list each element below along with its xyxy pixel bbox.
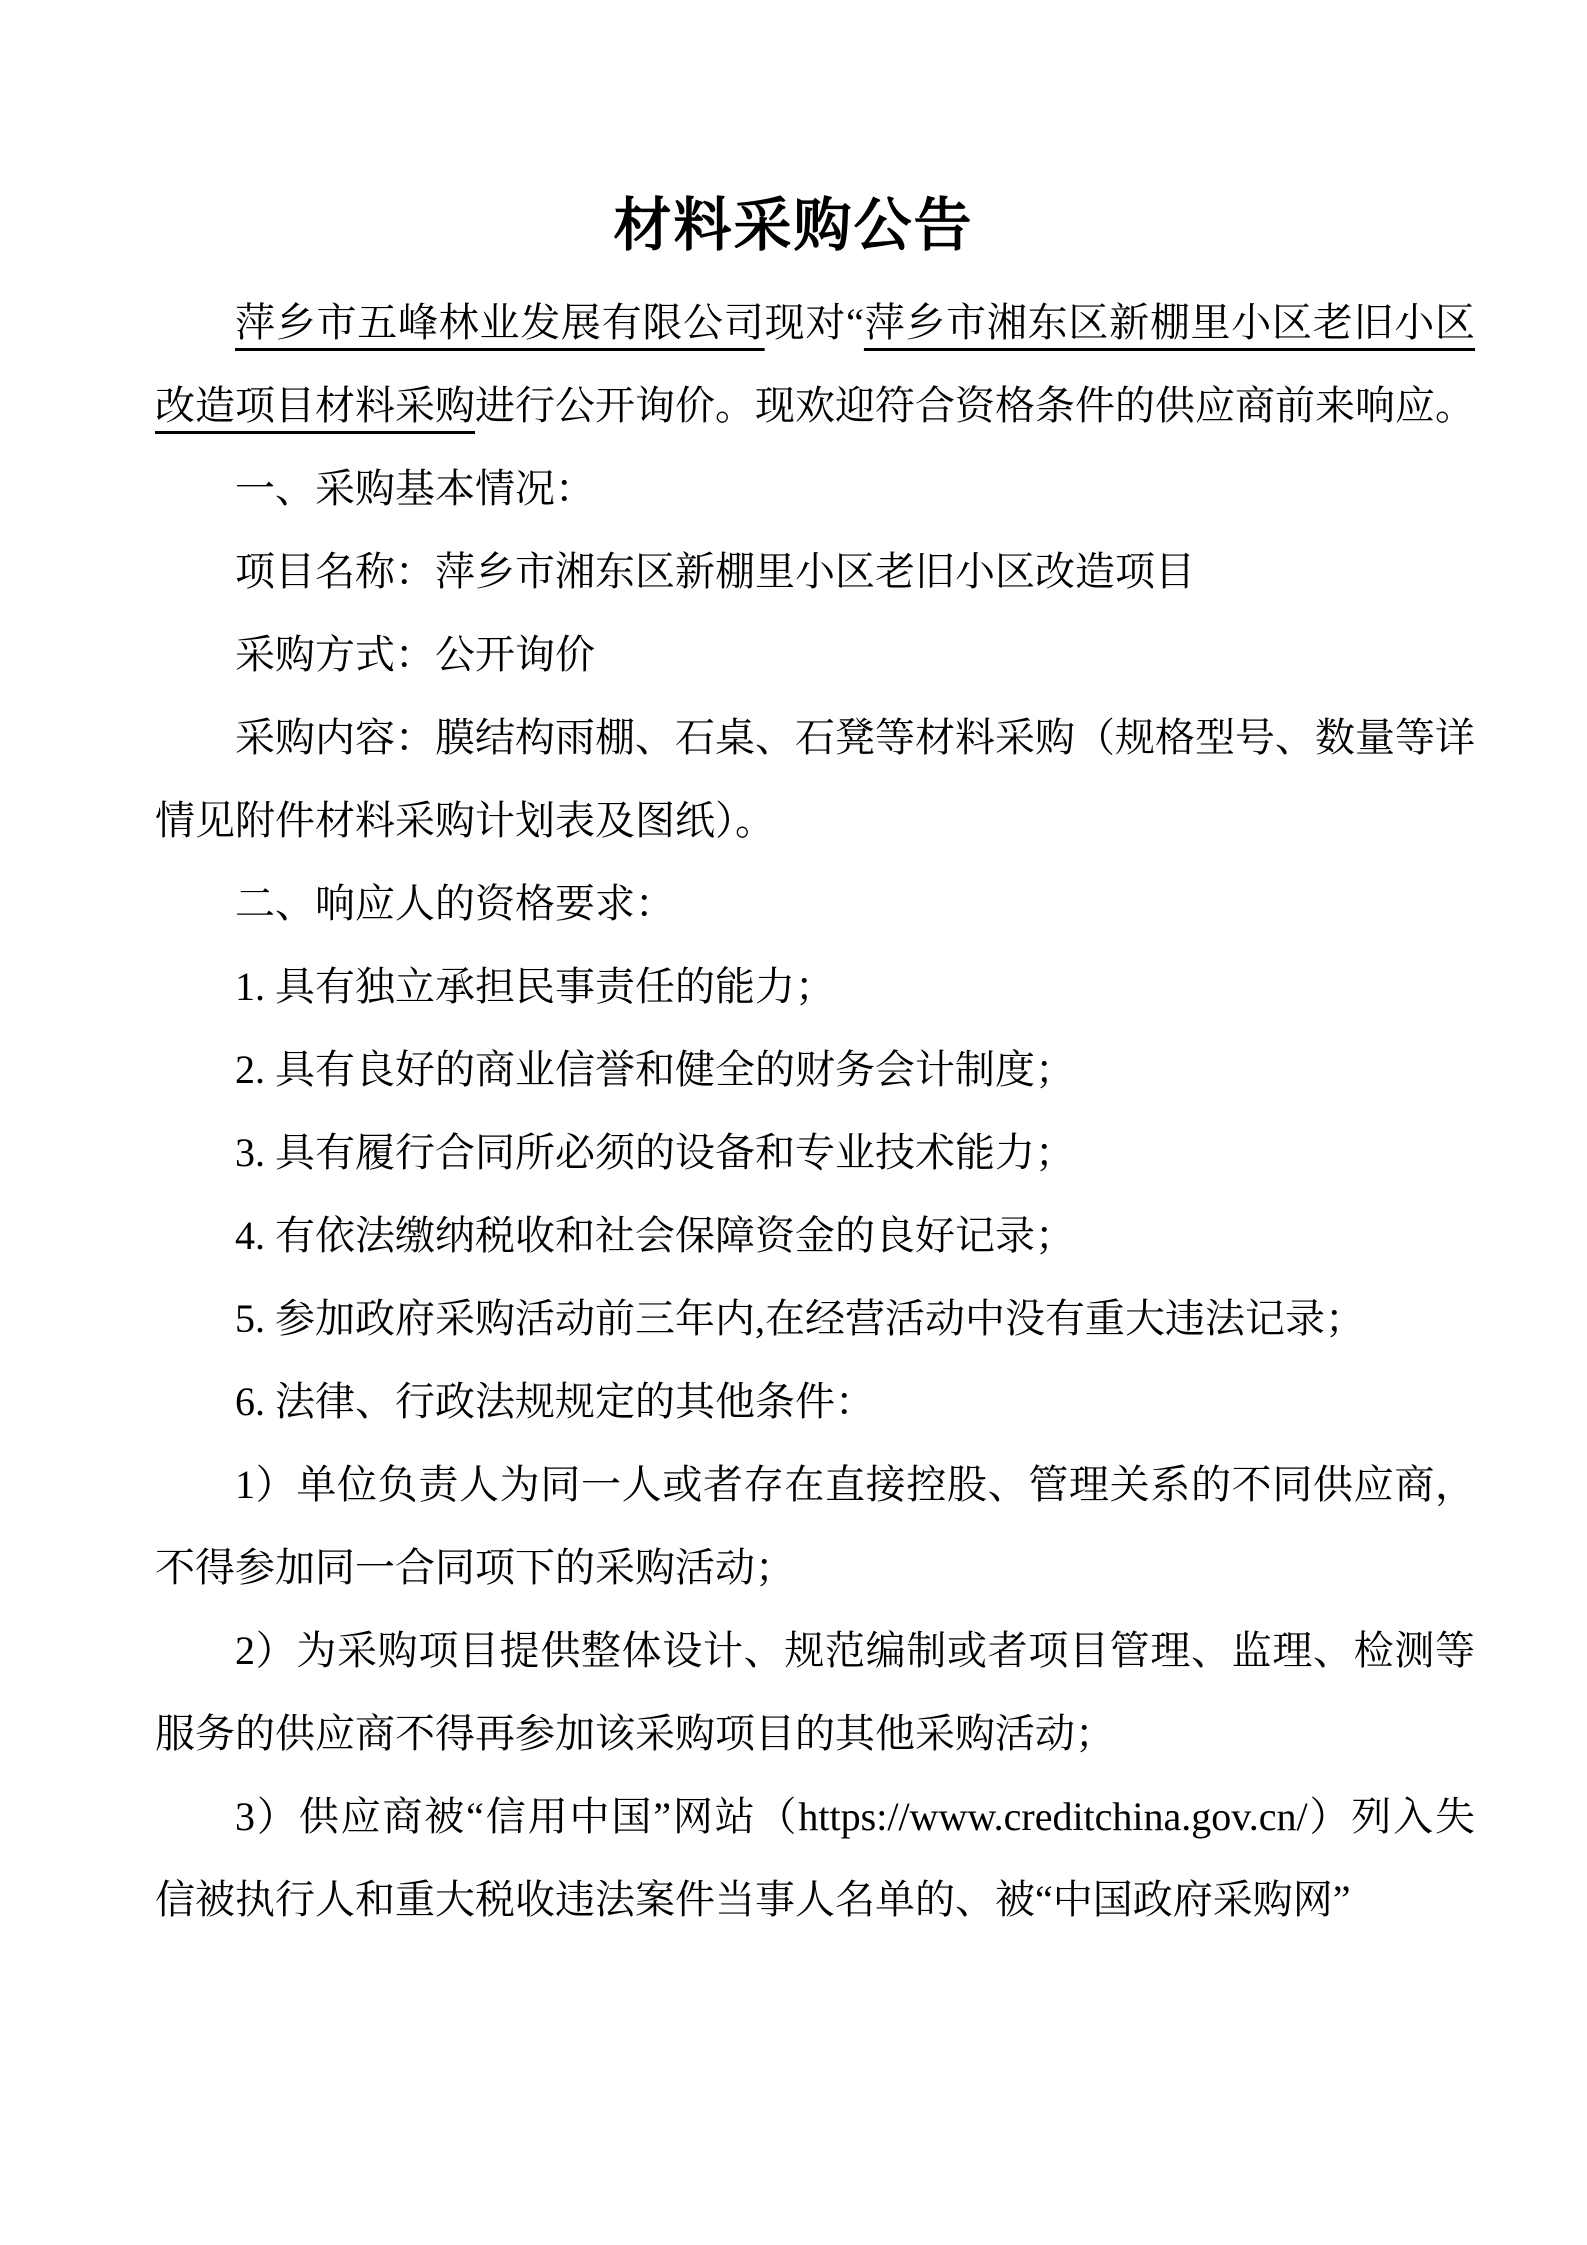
section2-heading: 二、响应人的资格要求：	[235, 881, 675, 926]
section2-requirement-1: 1. 具有独立承担民事责任的能力；	[235, 964, 835, 1009]
project-name-underlined: 萍乡市湘东区新棚里小区老旧小区改造项目材料采购	[155, 300, 1476, 428]
section1-item-procurement-content: 采购内容：膜结构雨棚、石桌、石凳等材料采购（规格型号、数量等详情见附件材料采购计划表及图纸）。	[155, 715, 1475, 843]
section1-heading: 一、采购基本情况：	[235, 466, 595, 511]
document-body	[155, 281, 1475, 1941]
section2-subitem-1: 1）单位负责人为同一人或者存在直接控股、管理关系的不同供应商，不得参加同一合同项下的采购活动；	[155, 1462, 1475, 1590]
document-title: 材料采购公告	[613, 193, 974, 258]
section2-subitem-2: 2）为采购项目提供整体设计、规范编制或者项目管理、监理、检测等服务的供应商不得再参加该采购项目的其他采购活动；	[155, 1628, 1475, 1756]
section1-item-procurement-method: 采购方式：公开询价	[235, 632, 595, 677]
intro-connector-text: 现对“	[764, 300, 864, 345]
subitem-3-prefix-text: 3）供应商被“信用中国”网站（	[235, 1794, 799, 1839]
section2-requirement-2: 2. 具有良好的商业信誉和健全的财务会计制度；	[235, 1047, 1075, 1092]
section2-requirement-5: 5. 参加政府采购活动前三年内,在经营活动中没有重大违法记录；	[235, 1296, 1365, 1341]
section2-requirement-6: 6. 法律、行政法规规定的其他条件：	[235, 1379, 875, 1424]
intro-paragraph	[155, 281, 1475, 447]
section1-item-project-name: 项目名称：萍乡市湘东区新棚里小区老旧小区改造项目	[235, 549, 1195, 594]
section2-requirement-4: 4. 有依法缴纳税收和社会保障资金的良好记录；	[235, 1213, 1075, 1258]
section2-requirement-3: 3. 具有履行合同所必须的设备和专业技术能力；	[235, 1130, 1075, 1175]
subitem-3-suffix-text: ）列入失信被执行人和重大税收违法案件当事人名单的、被“中国政府采购网”	[155, 1794, 1476, 1922]
intro-rest-text: 进行公开询价。现欢迎符合资格条件的供应商前来响应。	[475, 383, 1475, 428]
credit-china-url-text: https://www.creditchina.gov.cn/	[798, 1794, 1308, 1839]
buyer-name-underlined: 萍乡市五峰林业发展有限公司	[235, 300, 765, 345]
section2-subitem-3	[155, 1775, 1475, 1941]
